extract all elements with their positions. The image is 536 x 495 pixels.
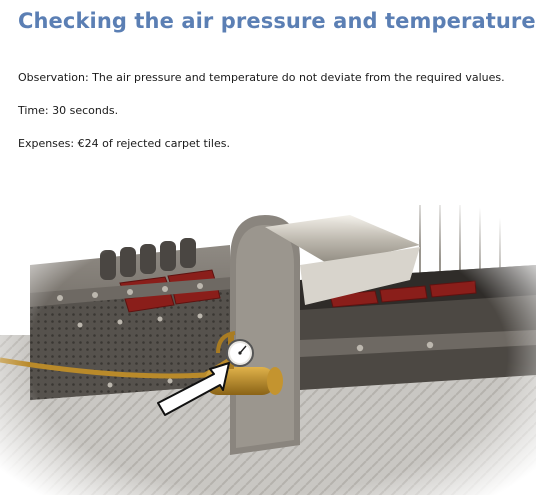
time-text: Time: 30 seconds. [18,104,119,117]
observation-text: Observation: The air pressure and temperature do not deviate from the required values. [18,71,505,84]
page-title: Checking the air pressure and temperature [18,9,536,33]
machine-illustration [0,185,536,495]
vignette [0,185,536,495]
expenses-text: Expenses: €24 of rejected carpet tiles. [18,137,230,150]
